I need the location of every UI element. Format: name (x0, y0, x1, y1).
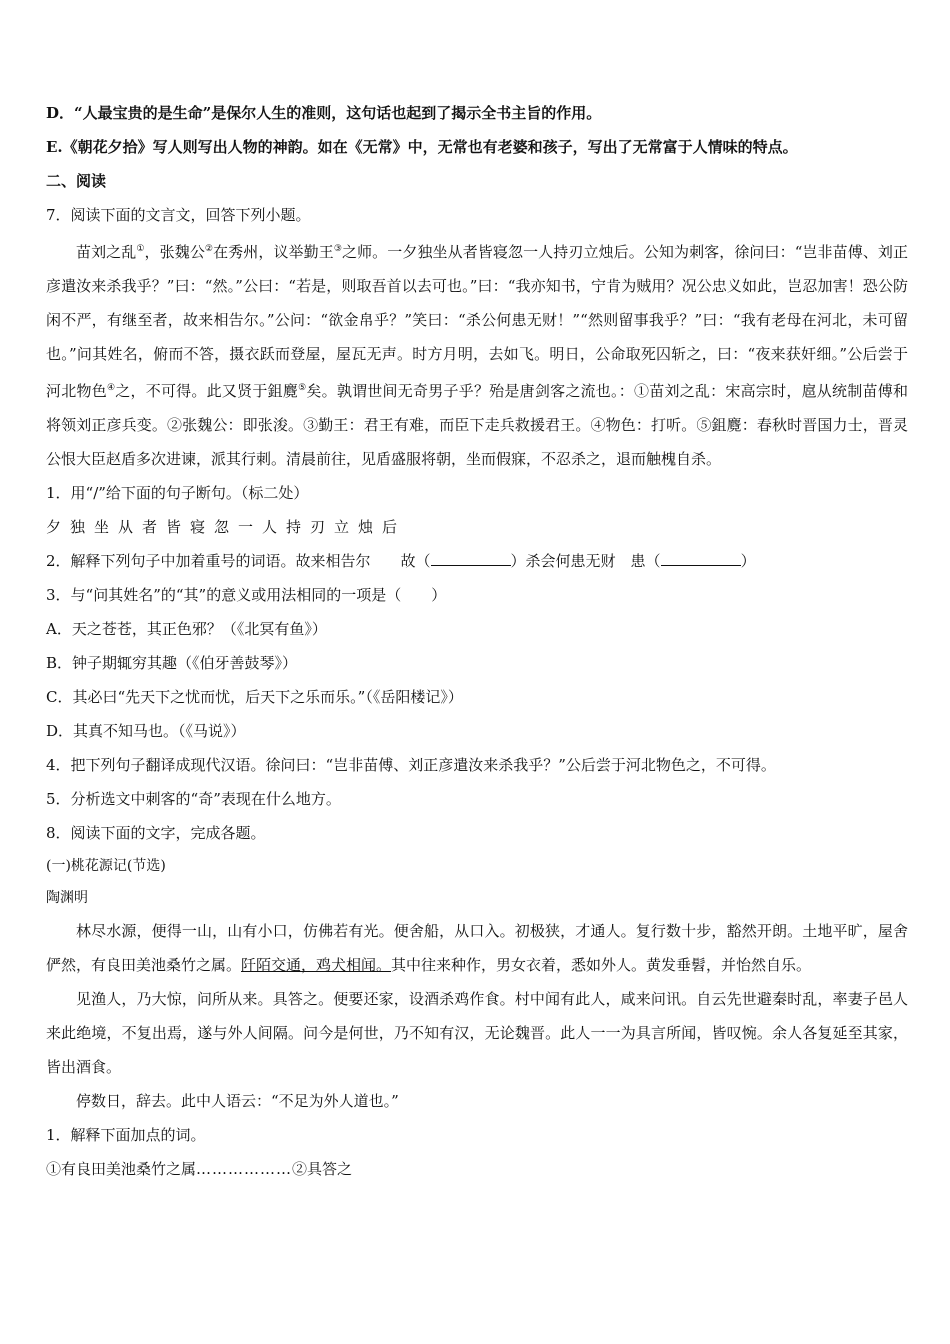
q7-sub4: 4．把下列句子翻译成现代汉语。徐问曰：“岂非苗傅、刘正彦遣汝来杀我乎？”公后尝于河北物色之，不可得。 (46, 756, 776, 774)
footnote-mark: ③ (333, 244, 342, 254)
q8-passage-p2: 见渔人，乃大惊，问所从来。具答之。便要还家，设酒杀鸡作食。村中闻有此人，咸来问讯。自云先世避秦时乱，率妻子邑人来此绝境，不复出焉，遂与外人间隔。问今是何世，乃不知有汉，无论魏晋。此人一一为具言所闻，皆叹惋。余人各复延至其家，皆出酒食。 (46, 990, 908, 1076)
q7-sub3: 3．与“问其姓名”的“其”的意义或用法相同的一项是（ ） (46, 586, 447, 604)
answer-blank[interactable] (431, 549, 511, 566)
option-d: D．其真不知马也。（《马说》） (46, 722, 246, 740)
q7-sub5: 5．分析选文中刺客的“奇”表现在什么地方。 (46, 790, 341, 808)
option-b: B．钟子期辄穷其趣（《伯牙善鼓琴》） (46, 654, 298, 672)
option-e-line: E.《朝花夕拾》写人则写出人物的神韵。如在《无常》中，无常也有老婆和孩子，写出了无常富于人情味的特点。 (46, 138, 798, 156)
q7-passage: 苗刘之乱①，张魏公②在秀州，议举勤王③之师。一夕独坐从者皆寝忽一人持刃立烛后。公知为刺客，徐问曰：“岂非苗傅、刘正彦遣汝来杀我乎？”曰：“然。”公曰：“若是，则取吾首以去可也。”曰：“我亦知书，宁肯为贼用？况公忠义如此，岂忍加害！恐公防闲不严，有继至者，故来相告尔。”公问：“欲金帛乎？”笑曰：“杀公何患无财！”“然则留事我乎？”曰：“我有老母在河北，未可留也。”问其姓名，俯而不答，摄衣跃而登屋，屋瓦无声。时方月明，去如飞。明日，公命取死囚斩之，曰：“夜来获奸细。”公后尝于河北物色④之，不可得。此又贤于鉏麑⑤矣。孰谓世间无奇男子乎？殆是唐剑客之流也。：①苗刘之乱：宋高宗时，扈从统制苗傅和将领刘正彦兵变。②张魏公：即张浚。③勤王：君王有难，而臣下走兵救援君王。④物色：打听。⑤鉏麑：春秋时晋国力士，晋灵公恨大臣赵盾多次进谏，派其行刺。清晨前往，见盾盛服将朝，坐而假寐，不忍杀之，退而触槐自杀。 (46, 243, 908, 468)
answer-blank[interactable] (661, 549, 741, 566)
q8-sub1: 1．解释下面加点的词。 (46, 1126, 206, 1144)
answer-dots[interactable]: ……………… (196, 1160, 293, 1178)
q8-sub1-items: ①有良田美池桑竹之属………………②具答之 (46, 1160, 353, 1178)
option-c: C．其必曰“先天下之忧而忧，后天下之乐而乐。”（《岳阳楼记》） (46, 688, 463, 706)
q7-sub1: 1．用“/”给下面的句子断句。（标二处） (46, 484, 309, 502)
document-page (46, 96, 908, 1186)
q7-sub1-sentence: 夕独坐从者皆寝忽一人持刃立烛后 (46, 518, 407, 536)
option-d-line: D．“人最宝贵的是生命”是保尔人生的准则，这句话也起到了揭示全书主旨的作用。 (46, 104, 602, 122)
q7-sub2: 2．解释下列句子中加着重号的词语。故来相告尔 故（ ）杀会何患无财 患（ ） (46, 544, 908, 578)
option-a: A．天之苍苍，其正色邪？（《北冥有鱼》） (46, 620, 327, 638)
underlined-sentence: 阡陌交通，鸡犬相闻。 (241, 956, 392, 974)
footnote-mark: ④ (106, 383, 116, 393)
footnote-mark: ① (136, 244, 145, 254)
footnote-mark: ② (204, 244, 214, 254)
q8-passage-p3: 停数日，辞去。此中人语云：“不足为外人道也。” (76, 1092, 399, 1110)
q8-passage-p1: 林尽水源，便得一山，山有小口，仿佛若有光。便舍船，从口入。初极狭，才通人。复行数十步，豁然开朗。土地平旷，屋舍俨然，有良田美池桑竹之属。阡陌交通，鸡犬相闻。其中往来种作，男女衣着，悉如外人。黄发垂髫，并怡然自乐。 (46, 922, 908, 974)
section-heading: 二、阅读 (46, 172, 107, 190)
q8-intro: 8．阅读下面的文字，完成各题。 (46, 824, 266, 842)
q8-passage-title: (一)桃花源记(节选) (46, 858, 166, 874)
q8-author: 陶渊明 (46, 890, 88, 906)
q7-intro: 7．阅读下面的文言文，回答下列小题。 (46, 206, 311, 224)
footnote-mark: ⑤ (298, 383, 307, 393)
